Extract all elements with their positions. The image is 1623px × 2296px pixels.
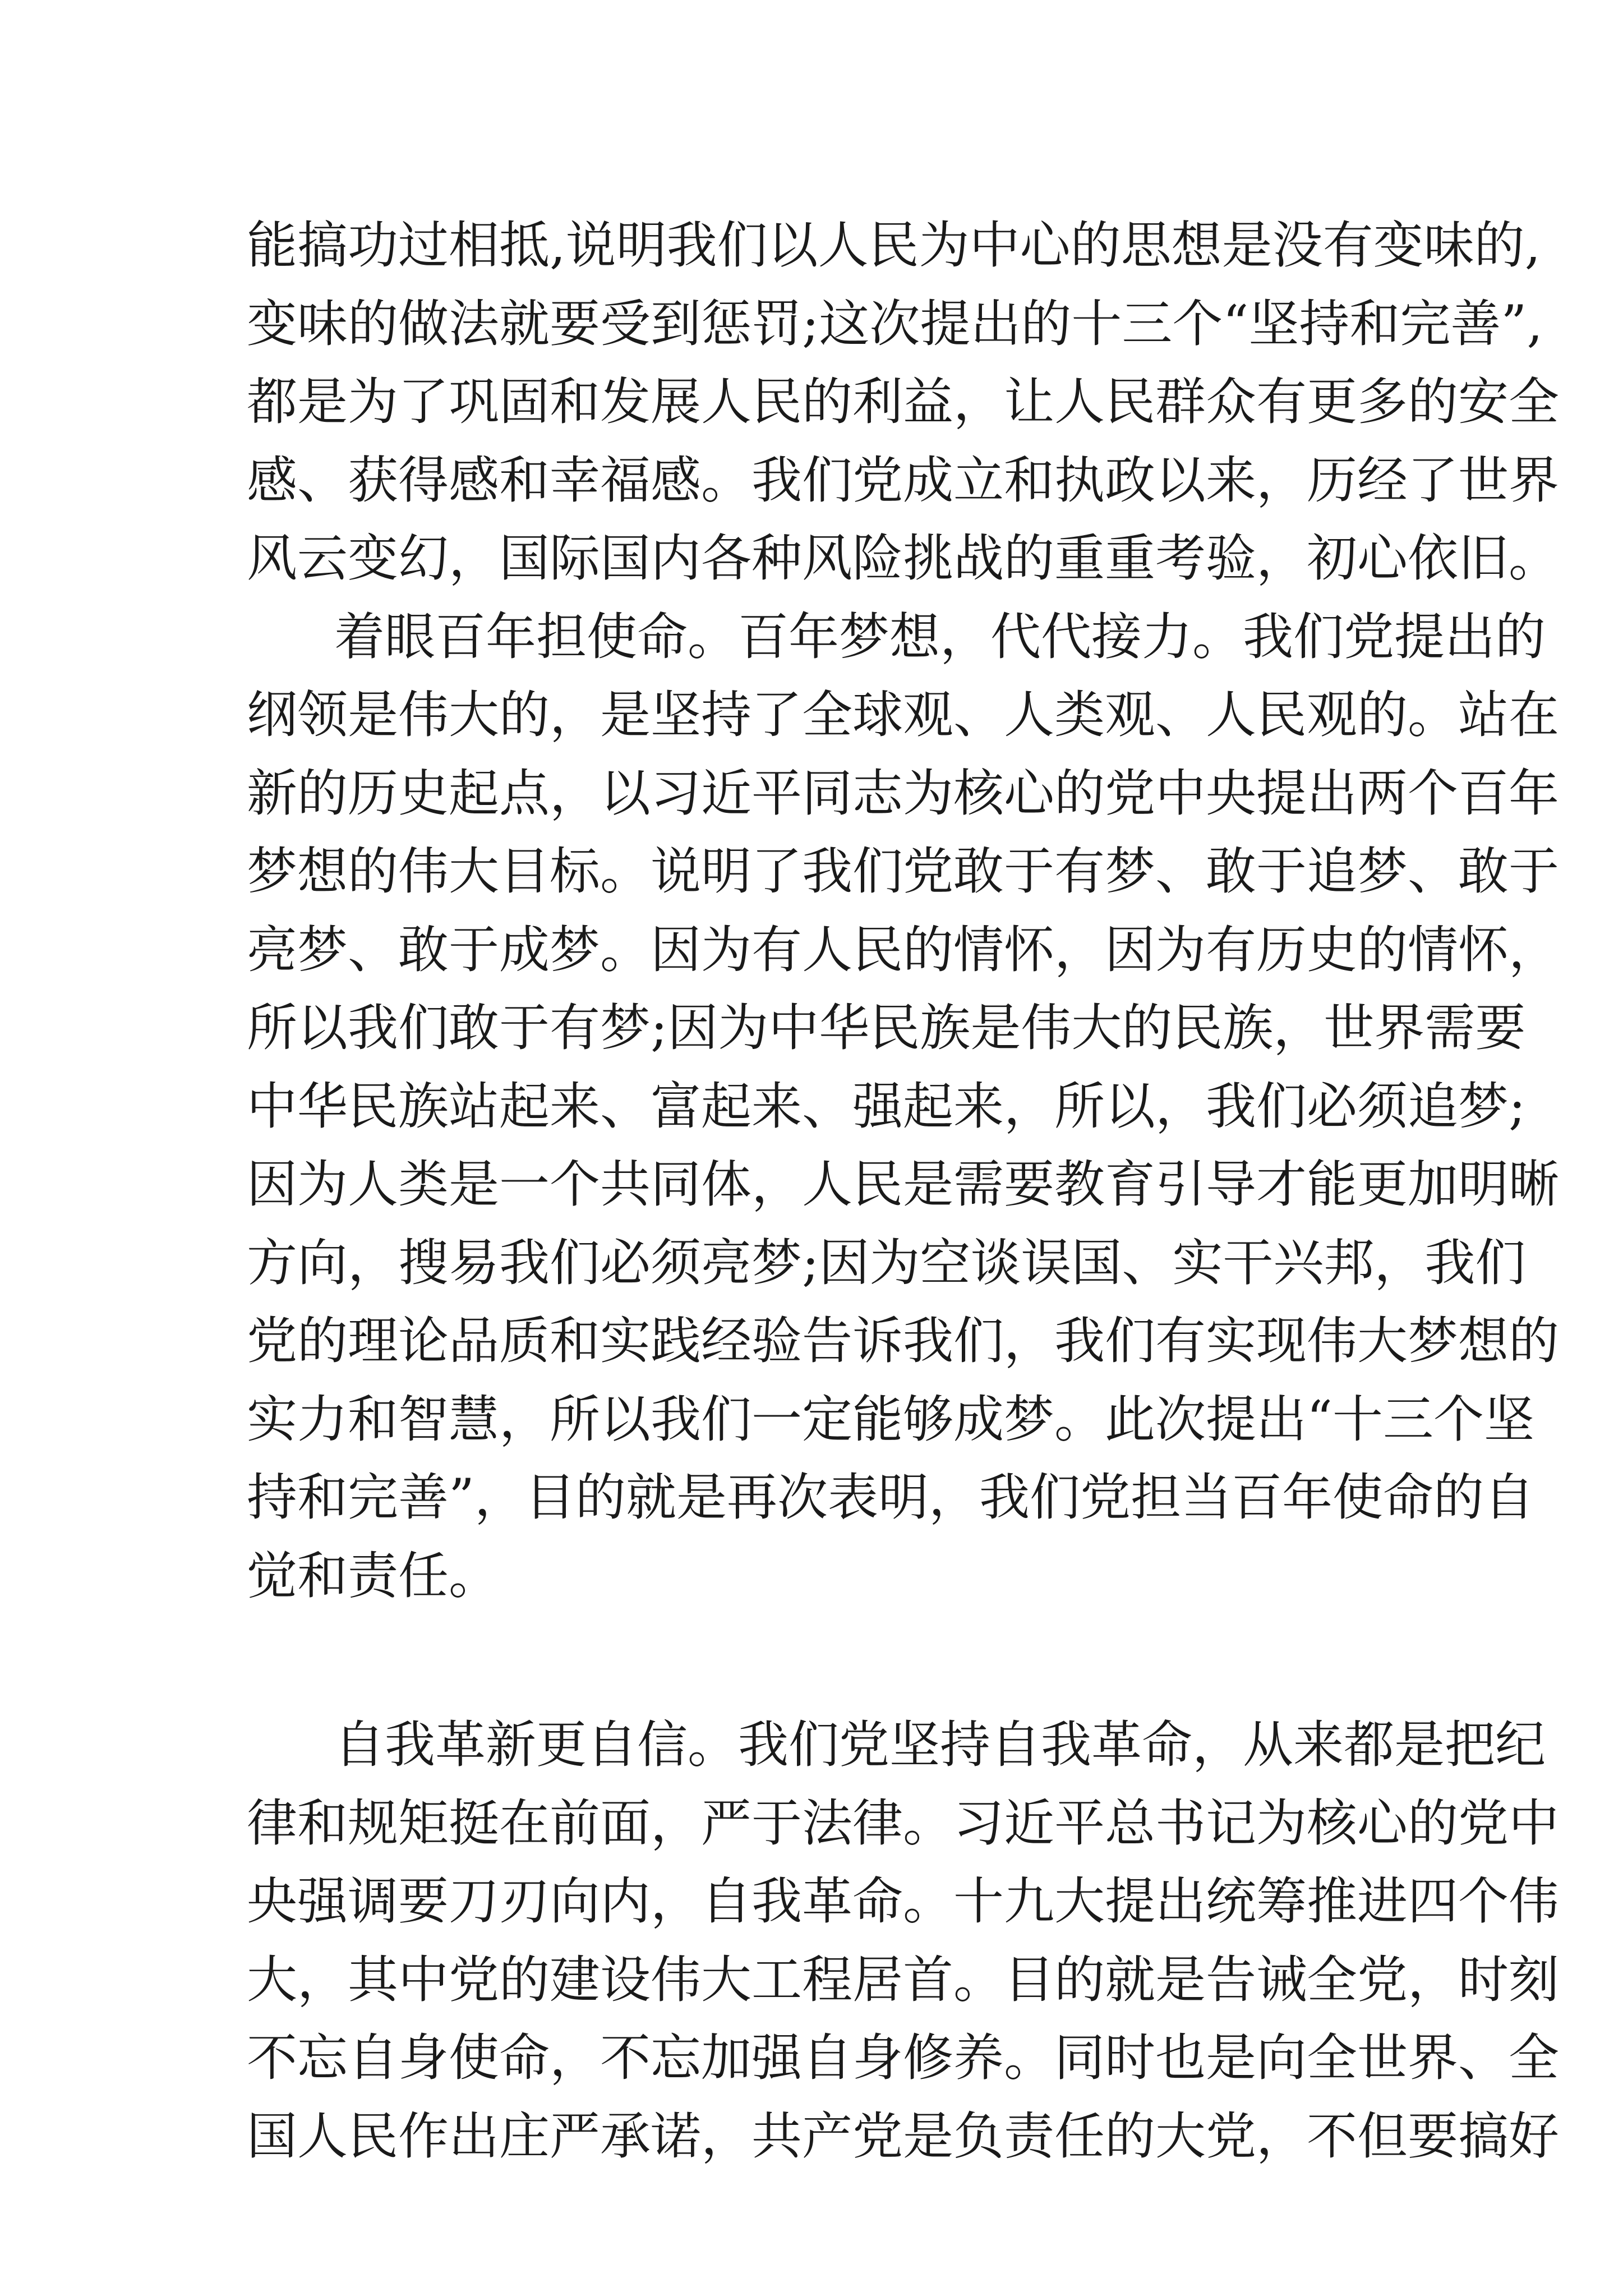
text-line-first: 自我革新更自信。我们党坚持自我革命，从来都是把纪: [334, 1715, 1546, 1774]
text-line: 变味的做法就要受到惩罚;这次提出的十三个“坚持和完善”,: [247, 294, 1543, 353]
text-line: 都是为了巩固和发展人民的利益，让人民群众有更多的安全: [247, 372, 1559, 431]
paragraph-centennial-mission: [247, 598, 1559, 1616]
paragraph-continuation: [247, 206, 1559, 598]
text-line-first: 着眼百年担使命。百年梦想，代代接力。我们党提出的: [334, 607, 1546, 666]
text-line: 大，其中党的建设伟大工程居首。目的就是告诫全党，时刻: [247, 1950, 1559, 2009]
text-line: 新的历史起点，以习近平同志为核心的党中央提出两个百年: [247, 763, 1559, 823]
text-line: 纲领是伟大的，是坚持了全球观、人类观、人民观的。站在: [247, 685, 1559, 744]
text-line: 国人民作出庄严承诺，共产党是负责任的大党，不但要搞好: [247, 2106, 1559, 2166]
paragraph-self-revolution: [247, 1706, 1559, 2175]
paragraph-spacer: [247, 1615, 1391, 1706]
text-line: 不忘自身使命，不忘加强自身修养。同时也是向全世界、全: [247, 2028, 1559, 2087]
text-line: 亮梦、敢于成梦。因为有人民的情怀，因为有历史的情怀，: [247, 920, 1559, 979]
text-line: 持和完善”，目的就是再次表明，我们党担当百年使命的自: [247, 1468, 1535, 1527]
text-line: 因为人类是一个共同体，人民是需要教育引导才能更加明晰: [247, 1155, 1559, 1214]
text-line: 党的理论品质和实践经验告诉我们，我们有实现伟大梦想的: [247, 1312, 1559, 1370]
document-body: [247, 206, 1559, 2175]
text-line: 觉和责任。: [247, 1546, 499, 1605]
text-line: 央强调要刀刃向内，自我革命。十九大提出统筹推进四个伟: [247, 1872, 1559, 1931]
text-line: 梦想的伟大目标。说明了我们党敢于有梦、敢于追梦、敢于: [247, 842, 1559, 901]
text-line: 实力和智慧，所以我们一定能够成梦。此次提出“十三个坚: [247, 1389, 1535, 1449]
text-line: 能搞功过相抵,说明我们以人民为中心的思想是没有变味的,: [247, 216, 1541, 275]
text-line: 风云变幻，国际国内各种风险挑战的重重考验，初心依旧。: [247, 529, 1559, 588]
text-line: 所以我们敢于有梦;因为中华民族是伟大的民族，世界需要: [247, 999, 1526, 1057]
text-line: 方向，搜易我们必须亮梦;因为空谈误国、实干兴邦，我们: [247, 1233, 1526, 1292]
text-line: 中华民族站起来、富起来、强起来，所以，我们必须追梦;: [247, 1076, 1526, 1136]
text-line: 律和规矩挺在前面，严于法律。习近平总书记为核心的党中: [247, 1793, 1559, 1853]
text-line: 感、获得感和幸福感。我们党成立和执政以来，历经了世界: [247, 450, 1559, 510]
